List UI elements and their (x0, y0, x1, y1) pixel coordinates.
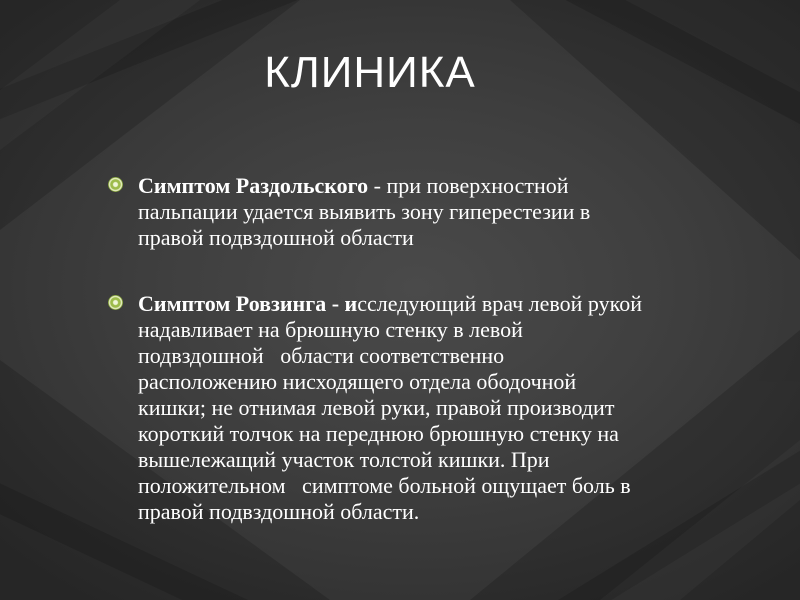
bullet-line: расположению нисходящего отдела ободочной (138, 369, 577, 394)
bullet-disc-icon (108, 177, 123, 192)
bullet-disc-icon (108, 295, 123, 310)
bullet-line (138, 291, 768, 317)
bullet-line: пальпации удается выявить зону гиперестезии в (138, 199, 591, 224)
symptom-name: Симптом Раздольского (138, 173, 369, 198)
bullet-line: положительном симптоме больной ощущает боль в (138, 473, 631, 498)
bullet-text: при поверхностной (386, 173, 569, 198)
bullet-text: сследующий врач левой рукой (357, 291, 642, 316)
slide-title: КЛИНИКА (264, 48, 476, 97)
bullet-line: кишки; не отнимая левой руки, правой производит (138, 395, 615, 420)
bullet-line: правой подвздошной области. (138, 499, 420, 524)
bullet-item-razdolsky (108, 173, 768, 251)
bullet-line: правой подвздошной области (138, 225, 414, 250)
bullet-list (108, 173, 768, 525)
bullet-item-rovsing (108, 291, 768, 525)
separator: - (368, 173, 387, 198)
bullet-line: подвздошной области соответственно (138, 343, 505, 368)
symptom-name: Симптом Ровзинга - и (138, 291, 358, 316)
bullet-line (138, 173, 768, 199)
bullet-line: вышележащий участок толстой кишки. При (138, 447, 550, 472)
bullet-line: короткий толчок на переднюю брюшную стенку на (138, 421, 619, 446)
bullet-line: надавливает на брюшную стенку в левой (138, 317, 523, 342)
